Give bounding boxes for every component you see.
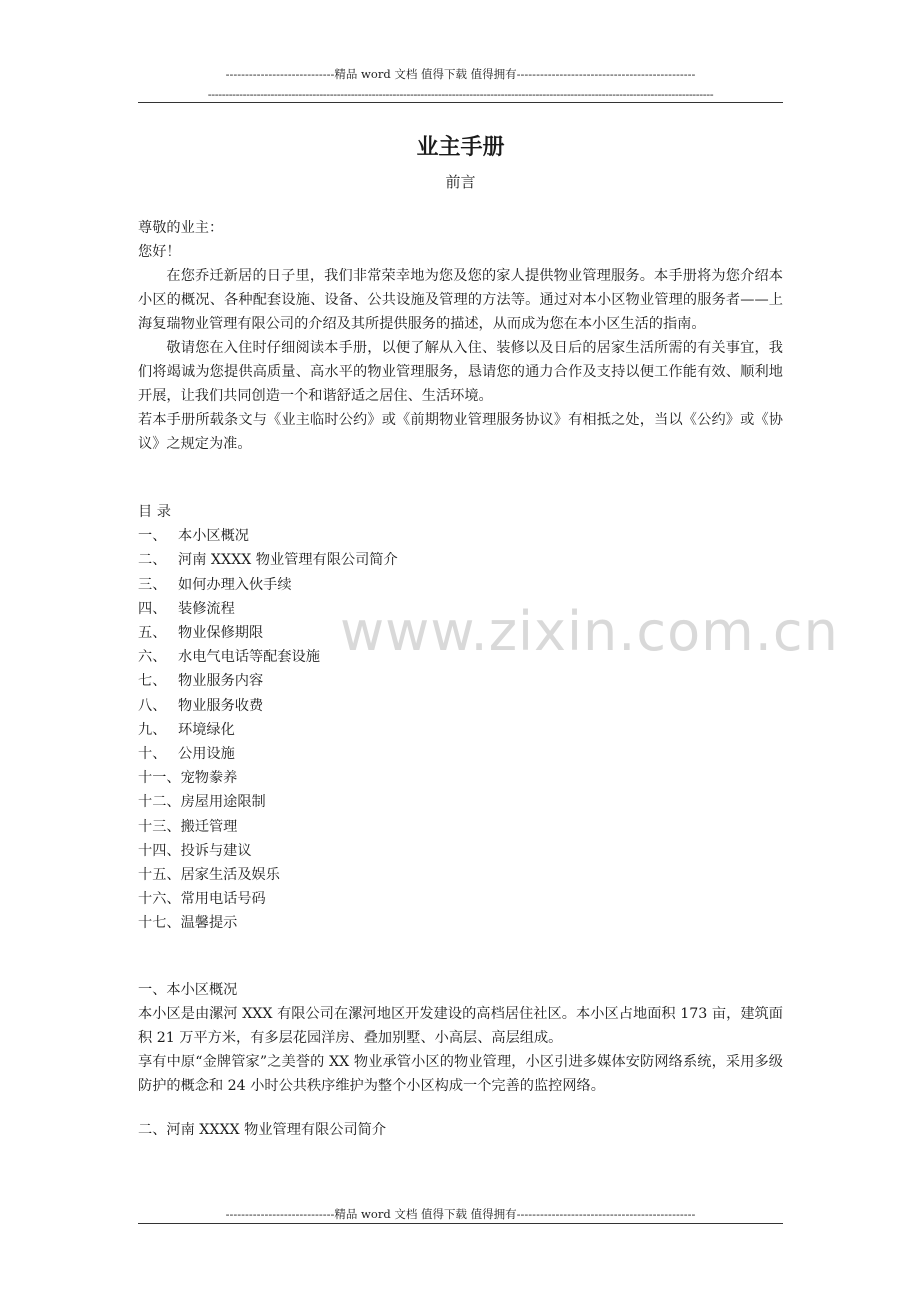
toc-item-number: 十四、 — [138, 842, 181, 859]
section-1-paragraph-2: 享有中原“金牌管家”之美誉的 XX 物业承管小区的物业管理，小区引进多媒体安防网络系统，采用多级防护的概念和 24 小时公共秩序维护为整个小区构成一个完善的监控网络。 — [138, 1053, 783, 1094]
toc-item — [138, 887, 783, 911]
toc-item-number: 十三、 — [138, 818, 181, 835]
toc-item — [138, 573, 783, 597]
toc-item-number: 六、 — [138, 649, 167, 666]
toc-item-number: 八、 — [138, 697, 167, 714]
toc-item — [138, 597, 783, 621]
toc-item-label: 公用设施 — [178, 746, 235, 763]
header-rule — [138, 102, 783, 103]
toc-item-label: 水电气电话等配套设施 — [178, 649, 320, 666]
salutation: 尊敬的业主： — [138, 220, 224, 236]
toc-item-number: 九、 — [138, 721, 167, 738]
toc-item-number: 一、 — [138, 528, 167, 545]
toc-item — [138, 766, 783, 790]
preface-paragraph-2: 敬请您在入住时仔细阅读本手册，以便了解从入住、装修以及日后的居家生活所需的有关事宜，我们将竭诚为您提供高质量、高水平的物业管理服务，恳请您的通力合作及支持以便工作能有效、顺利地开展，让我们共同创造一个和谐舒适之居住、生活环境。 — [138, 340, 783, 404]
toc-item-label: 本小区概况 — [178, 528, 249, 545]
document-subtitle: 前言 — [445, 173, 476, 191]
toc-heading: 目 录 — [138, 504, 171, 520]
toc-item — [138, 911, 783, 935]
toc-item — [138, 694, 783, 718]
toc-item-label: 温馨提示 — [180, 915, 238, 932]
toc-item-number: 十五、 — [138, 867, 181, 884]
page-header-line: ----------------------------精品 word 文档 值得下载 值得拥有---------------------------------------------- — [225, 67, 696, 81]
toc-item — [138, 839, 783, 863]
toc-item — [138, 524, 783, 548]
toc-item-number: 七、 — [138, 673, 167, 690]
page-footer-line: ----------------------------精品 word 文档 值得下载 值得拥有---------------------------------------------- — [225, 1207, 696, 1221]
toc-item — [138, 718, 783, 742]
toc-item-label: 环境绿化 — [178, 721, 235, 738]
toc-item-label: 投诉与建议 — [180, 842, 252, 859]
toc-item — [138, 669, 783, 693]
toc-item-number: 二、 — [138, 552, 167, 569]
toc-item — [138, 645, 783, 669]
toc-item-label: 物业保修期限 — [178, 625, 264, 642]
document-title: 业主手册 — [416, 134, 505, 160]
table-of-contents — [138, 524, 839, 935]
toc-item-number: 十七、 — [138, 915, 181, 932]
toc-item — [138, 621, 783, 645]
section-2-heading: 二、河南 XXXX 物业管理有限公司简介 — [138, 1121, 387, 1138]
toc-item-number: 十二、 — [138, 794, 181, 811]
page-header-dashes: ------------------------------------------------------------------------------------------------------------------------------------------------- — [207, 87, 714, 101]
toc-item-label: 房屋用途限制 — [180, 794, 266, 811]
toc-item-label: 如何办理入伙手续 — [178, 576, 292, 593]
toc-item-label: 物业服务内容 — [178, 673, 264, 690]
toc-item-number: 十六、 — [138, 891, 181, 908]
preface-paragraph-1: 在您乔迁新居的日子里，我们非常荣幸地为您及您的家人提供物业管理服务。本手册将为您介绍本小区的概况、各种配套设施、设备、公共设施及管理的方法等。通过对本小区物业管理的服务者——上海复瑞物业管理有限公司的介绍及其所提供服务的描述，从而成为您在本小区生活的指南。 — [138, 268, 783, 332]
toc-item — [138, 742, 783, 766]
greeting: 您好！ — [138, 244, 181, 260]
toc-item-label: 搬迁管理 — [180, 818, 238, 835]
toc-item-number: 十、 — [138, 746, 167, 763]
toc-item-number: 十一、 — [138, 770, 181, 787]
toc-item — [138, 815, 783, 839]
section-1-paragraph-1: 本小区是由漯河 XXX 有限公司在漯河地区开发建设的高档居住社区。本小区占地面积 173 亩，建筑面积 21 万平方米，有多层花园洋房、叠加别墅、小高层、高层组成。 — [138, 1005, 783, 1046]
watermark: www.zixin.com.cn — [340, 600, 839, 663]
toc-item-label: 装修流程 — [178, 600, 235, 617]
toc-item — [138, 790, 783, 814]
toc-item-label: 物业服务收费 — [178, 697, 264, 714]
footer-rule — [138, 1223, 783, 1224]
section-1-heading: 一、本小区概况 — [138, 981, 238, 998]
toc-item-number: 三、 — [138, 576, 167, 593]
toc-item-label: 宠物豢养 — [180, 770, 238, 787]
toc-item — [138, 863, 783, 887]
toc-item — [138, 548, 783, 572]
toc-item-label: 河南 XXXX 物业管理有限公司简介 — [178, 552, 398, 569]
preface-paragraph-3: 若本手册所载条文与《业主临时公约》或《前期物业管理服务协议》有相抵之处，当以《公约》或《协议》之规定为准。 — [138, 412, 783, 452]
toc-item-number: 五、 — [138, 625, 167, 642]
toc-item-number: 四、 — [138, 600, 167, 617]
toc-item-label: 常用电话号码 — [180, 891, 266, 908]
toc-item-label: 居家生活及娱乐 — [180, 867, 280, 884]
document-body — [138, 130, 839, 1142]
